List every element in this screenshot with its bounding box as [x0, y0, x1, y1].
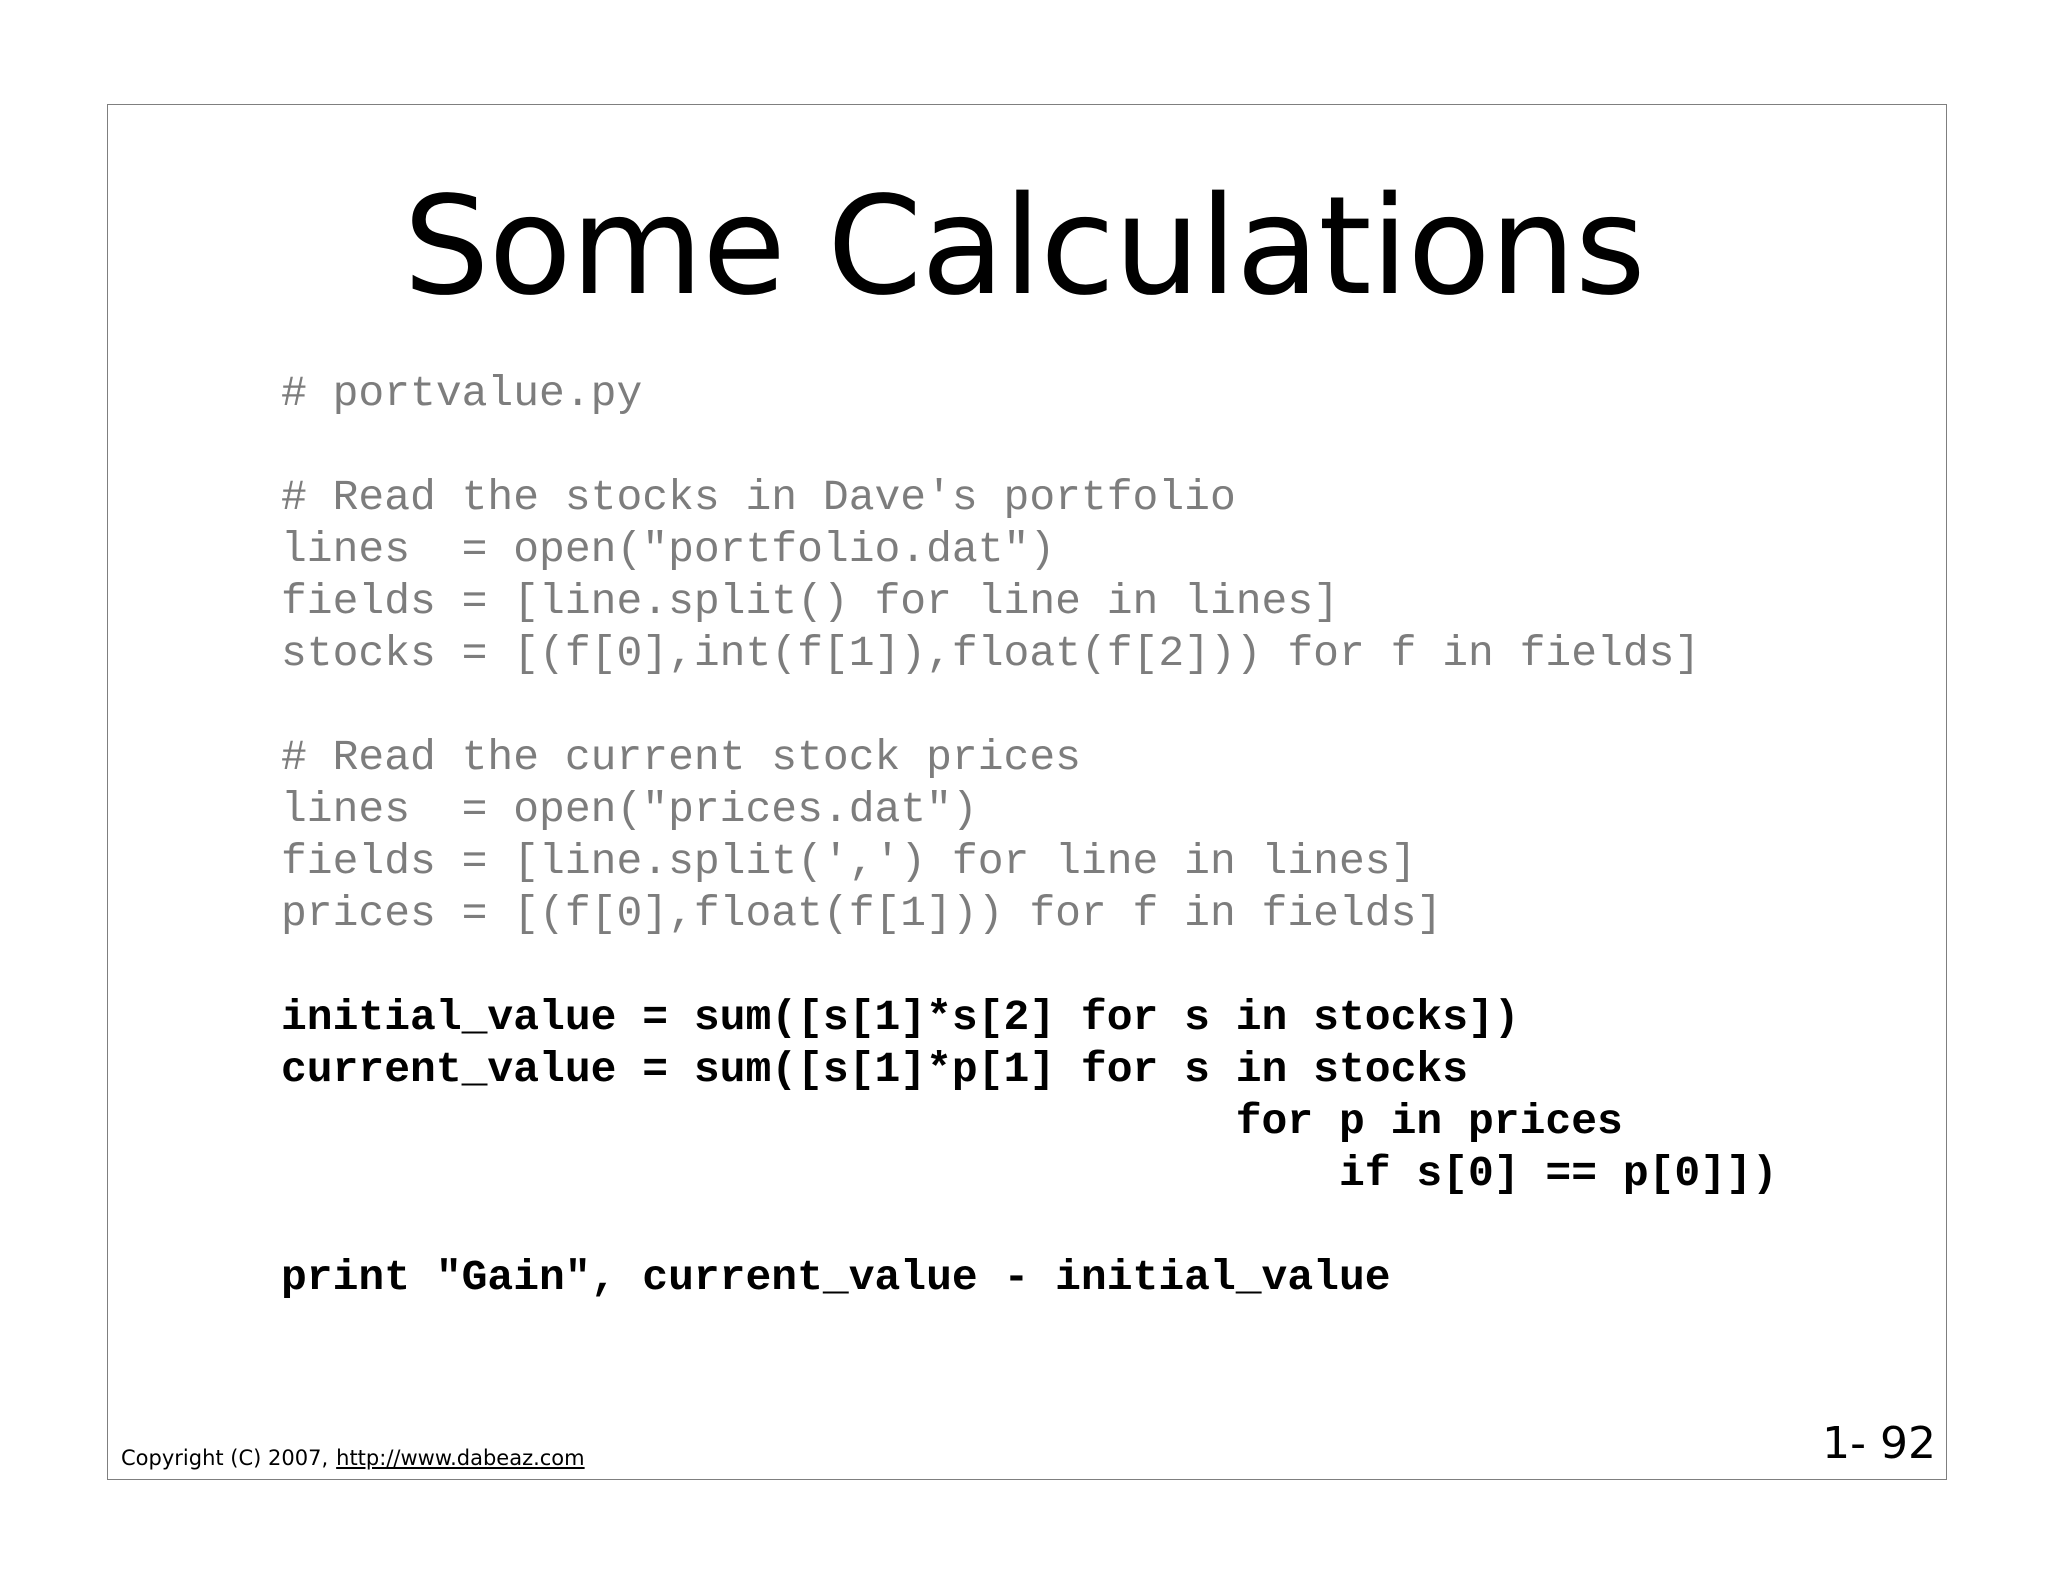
code-line: prices = [(f[0],float(f[1])) for f in fields] — [281, 889, 1443, 938]
code-line — [281, 680, 1778, 732]
code-line: lines = open("portfolio.dat") — [281, 525, 1056, 574]
code-block — [281, 368, 1778, 1304]
code-line: print "Gain", current_value - initial_value — [281, 1253, 1391, 1302]
code-line: for p in prices — [281, 1097, 1623, 1146]
code-line: # Read the stocks in Dave's portfolio — [281, 473, 1236, 522]
code-line — [281, 940, 1778, 992]
website-link[interactable]: http://www.dabeaz.com — [336, 1446, 585, 1470]
code-line: initial_value = sum([s[1]*s[2] for s in stocks]) — [281, 993, 1520, 1042]
copyright-text: Copyright (C) 2007, — [121, 1446, 329, 1470]
code-line — [281, 420, 1778, 472]
copyright-footer — [121, 1448, 585, 1469]
code-line: fields = [line.split() for line in lines] — [281, 577, 1339, 626]
code-line: # portvalue.py — [281, 369, 643, 418]
code-line — [281, 1200, 1778, 1252]
code-line: current_value = sum([s[1]*p[1] for s in stocks — [281, 1045, 1468, 1094]
code-line: fields = [line.split(',') for line in lines] — [281, 837, 1417, 886]
slide-title: Some Calculations — [403, 168, 1645, 326]
code-line: if s[0] == p[0]]) — [281, 1149, 1778, 1198]
code-line: lines = open("prices.dat") — [281, 785, 978, 834]
code-line: stocks = [(f[0],int(f[1]),float(f[2])) for f in fields] — [281, 629, 1701, 678]
code-line: # Read the current stock prices — [281, 733, 1081, 782]
page-number: 1- 92 — [1822, 1418, 1936, 1469]
